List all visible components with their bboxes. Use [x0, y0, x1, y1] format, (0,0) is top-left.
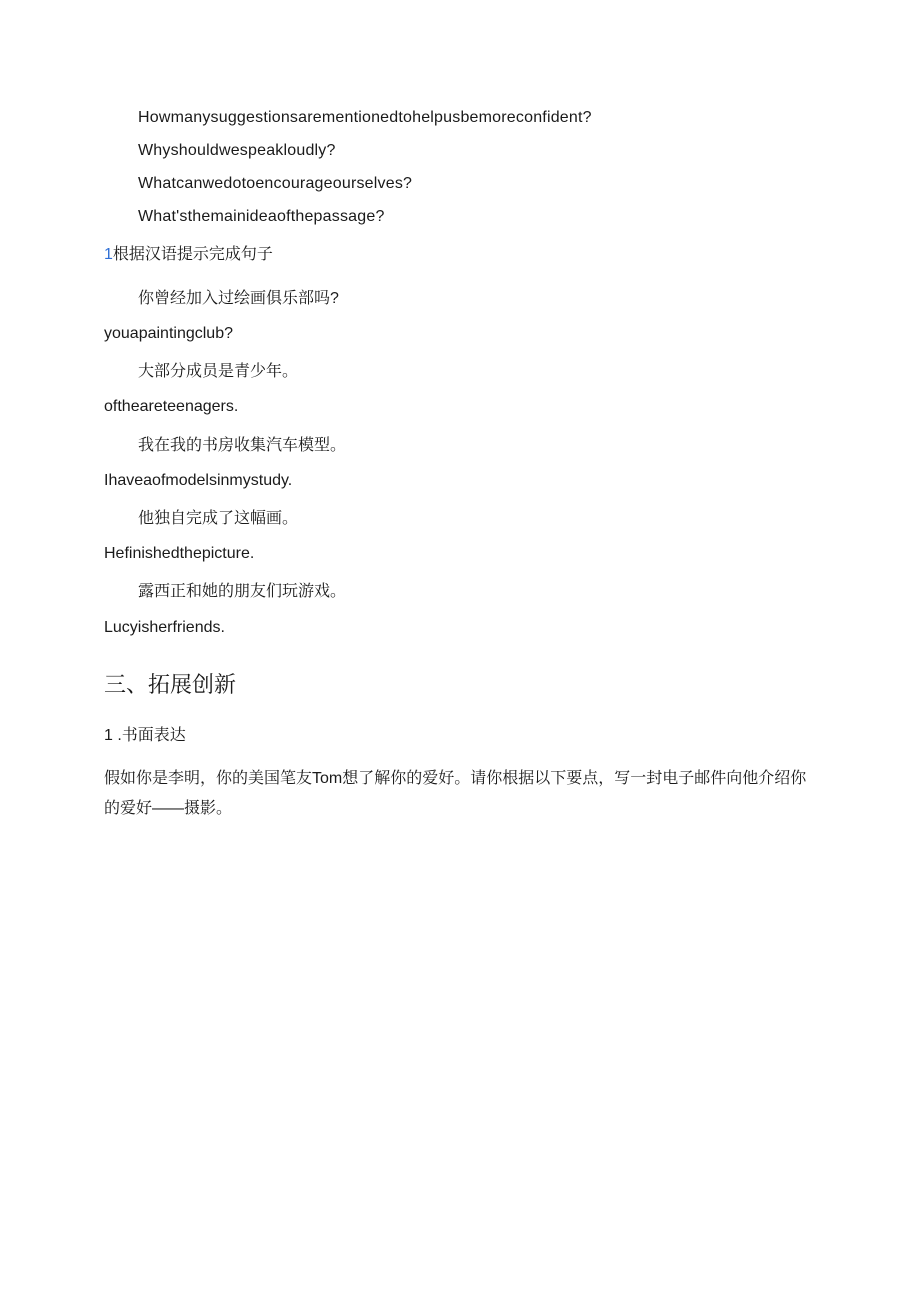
- item-3-english: Ihaveaofmodelsinmystudy.: [104, 472, 293, 489]
- question-3: Whatcanwedotoencourageourselves?: [138, 175, 413, 192]
- item-5-english: Lucyisherfriends.: [104, 619, 225, 636]
- question-2: Whyshouldwespeakloudly?: [138, 142, 336, 159]
- item-1-english: youapaintingclub?: [104, 325, 233, 342]
- subheading: 1 .书面表达: [104, 727, 186, 744]
- item-2-english: oftheareteenagers.: [104, 398, 239, 415]
- item-5-chinese: 露西正和她的朋友们玩游戏。: [138, 583, 347, 600]
- item-4-english: Hefinishedthepicture.: [104, 545, 255, 562]
- part2-heading: [104, 245, 273, 265]
- writing-prompt: 假如你是李明，你的美国笔友Tom想了解你的爱好。请你根据以下要点，写一封电子邮件向他介绍你的爱好——摄影。: [104, 770, 807, 817]
- item-1-chinese: 你曾经加入过绘画俱乐部吗?: [138, 290, 339, 307]
- part2-number: 1: [104, 246, 113, 263]
- section-title: 三、拓展创新: [104, 672, 237, 697]
- part2-title: 根据汉语提示完成句子: [112, 246, 273, 263]
- item-2-chinese: 大部分成员是青少年。: [138, 363, 299, 380]
- item-4-chinese: 他独自完成了这幅画。: [138, 510, 299, 527]
- question-1: Howmanysuggestionsarementionedtohelpusbemoreconfident?: [138, 109, 592, 126]
- item-3-chinese: 我在我的书房收集汽车模型。: [138, 437, 347, 454]
- question-4: What'sthemainideaofthepassage?: [138, 208, 385, 225]
